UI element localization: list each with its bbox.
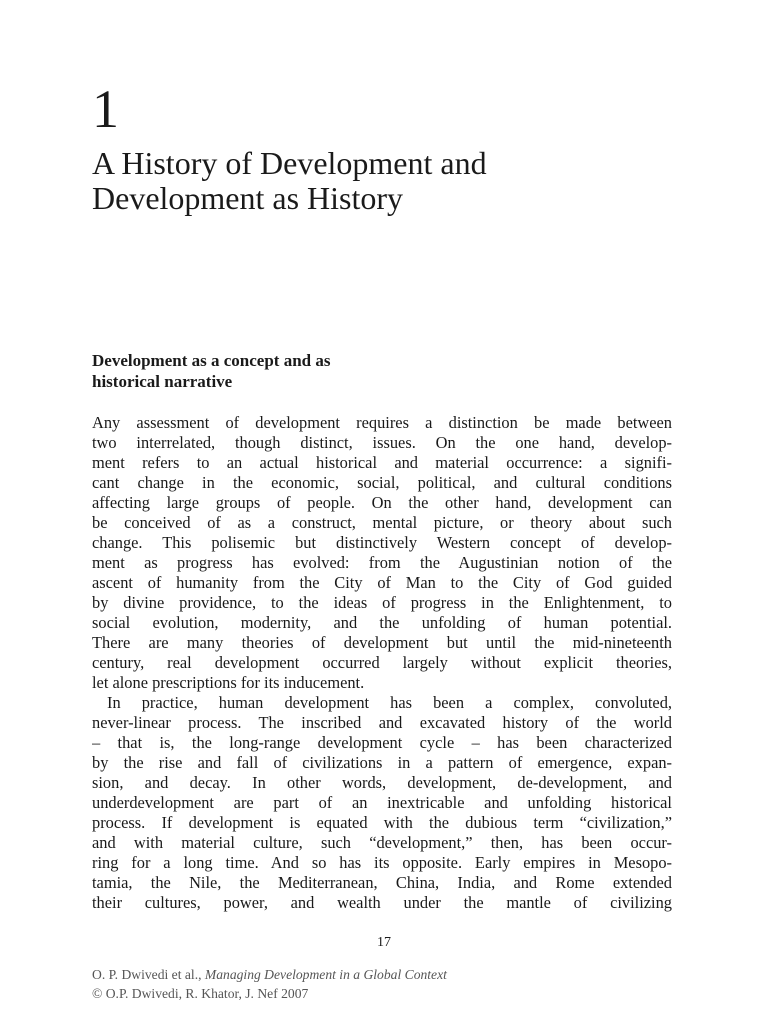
chapter-title: [92, 146, 692, 216]
body-line: be conceived of as a construct, mental picture, or theory about such: [92, 513, 672, 532]
body-line: There are many theories of development but until the mid-nineteenth: [92, 633, 672, 652]
body-line: their cultures, power, and wealth under the mantle of civilizing: [92, 893, 672, 912]
body-line: cant change in the economic, social, political, and cultural conditions: [92, 473, 672, 492]
body-line: ment as progress has evolved: from the Augustinian notion of the: [92, 553, 672, 572]
body-line: – that is, the long-range development cycle – has been characterized: [92, 733, 672, 752]
chapter-title-line-1: A History of Development and: [92, 145, 487, 181]
section-heading-line-1: Development as a concept and as: [92, 351, 331, 370]
body-line: Any assessment of development requires a distinction be made between: [92, 413, 672, 432]
body-line: change. This polisemic but distinctively Western concept of develop-: [92, 533, 672, 552]
body-line: by divine providence, to the ideas of progress in the Enlightenment, to: [92, 593, 672, 612]
body-line: and with material culture, such “development,” then, has been occur-: [92, 833, 672, 852]
body-line: by the rise and fall of civilizations in a pattern of emergence, expan-: [92, 753, 672, 772]
body-line: ring for a long time. And so has its opposite. Early empires in Mesopo-: [92, 853, 672, 872]
chapter-title-line-2: Development as History: [92, 180, 404, 216]
body-line: sion, and decay. In other words, development, de-development, and: [92, 773, 672, 792]
body-line: process. If development is equated with the dubious term “civilization,”: [92, 813, 672, 832]
body-line: underdevelopment are part of an inextricable and unfolding historical: [92, 793, 672, 812]
footer-source-line: [92, 965, 447, 984]
body-text: [92, 413, 672, 913]
body-line: In practice, human development has been a complex, convoluted,: [107, 693, 672, 712]
footer-book-title: Managing Development in a Global Context: [204, 967, 447, 982]
body-line: century, real development occurred largely without explicit theories,: [92, 653, 672, 672]
section-heading: [92, 350, 512, 392]
footer-copyright: © O.P. Dwivedi, R. Khator, J. Nef 2007: [92, 986, 309, 1001]
page-number: 17: [377, 935, 391, 950]
body-line: tamia, the Nile, the Mediterranean, China, India, and Rome extended: [92, 873, 672, 892]
body-line: social evolution, modernity, and the unfolding of human potential.: [92, 613, 672, 632]
body-line: ascent of humanity from the City of Man to the City of God guided: [92, 573, 672, 592]
chapter-number: 1: [92, 79, 119, 139]
body-line: never-linear process. The inscribed and excavated history of the world: [92, 713, 672, 732]
section-heading-line-2: historical narrative: [92, 372, 233, 391]
body-line: let alone prescriptions for its inducement.: [92, 673, 365, 692]
footer-citation: [92, 965, 447, 1003]
footer-authors: O. P. Dwivedi et al.,: [92, 967, 205, 982]
body-line: two interrelated, though distinct, issues. On the one hand, develop-: [92, 433, 672, 452]
body-line: affecting large groups of people. On the other hand, development can: [92, 493, 672, 512]
body-line: ment refers to an actual historical and material occurrence: a signifi-: [92, 453, 672, 472]
